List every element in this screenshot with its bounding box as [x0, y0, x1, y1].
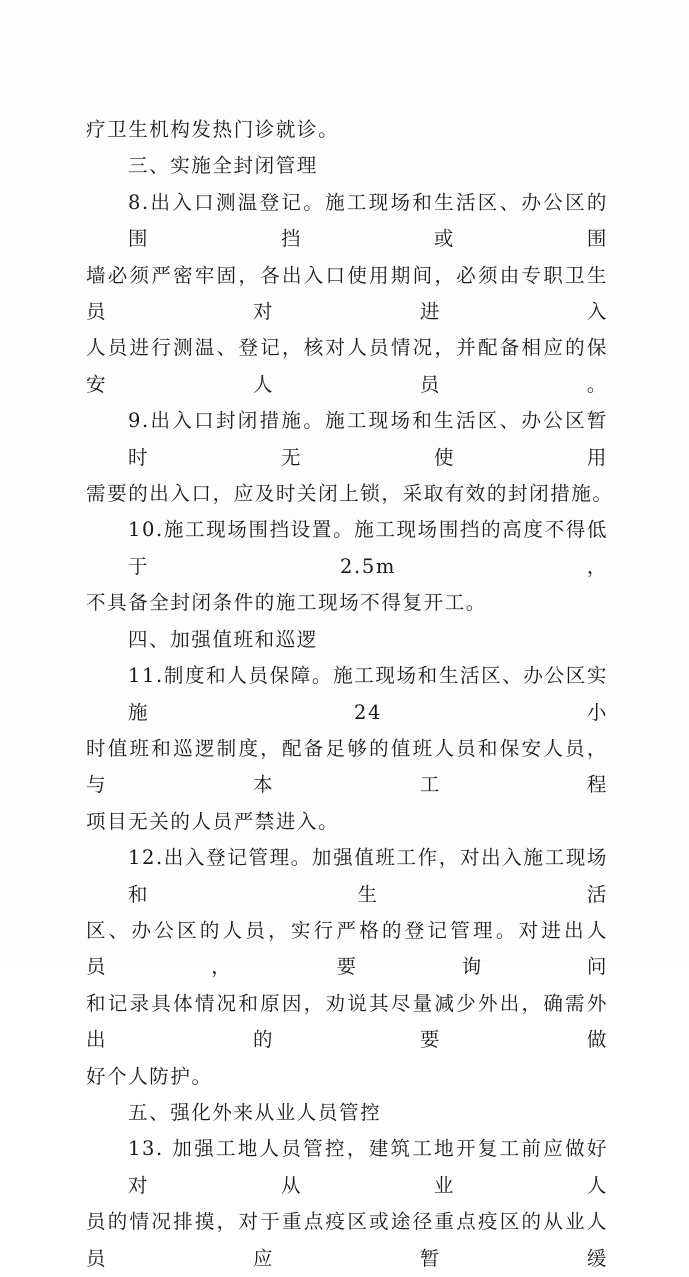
item-10-line-2: 不具备全封闭条件的施工现场不得复开工。	[86, 591, 487, 615]
item-13-line-1: 13. 加强工地人员管控，建筑工地开复工前应做好对从业人	[128, 1137, 608, 1197]
item-12-line-4: 好个人防护。	[86, 1064, 213, 1088]
item-8-line-2: 墙必须严密牢固，各出入口使用期间，必须由专职卫生员对进入	[86, 263, 608, 324]
section-heading-five: 五、强化外来从业人员管控	[128, 1100, 382, 1124]
section-heading-four: 四、加强值班和巡逻	[128, 627, 318, 651]
item-13-line-2: 员的情况排摸，对于重点疫区或途径重点疫区的从业人员应暂缓	[86, 1210, 608, 1270]
item-8-line-1: 8.出入口测温登记。施工现场和生活区、办公区的围挡或围	[128, 190, 608, 251]
paragraph-continuation-line: 疗卫生机构发热门诊就诊。	[86, 118, 340, 141]
item-11-line-1: 11.制度和人员保障。施工现场和生活区、办公区实施24小	[128, 664, 608, 724]
item-9-line-2: 需要的出入口，应及时关闭上锁，采取有效的封闭措施。	[86, 482, 614, 506]
item-10-line-1: 10.施工现场围挡设置。施工现场围挡的高度不得低于2.5m，	[128, 518, 608, 578]
item-12-line-1: 12.出入登记管理。加强值班工作，对出入施工现场和生活	[128, 846, 608, 906]
document-body	[86, 112, 614, 1277]
section-heading-three: 三、实施全封闭管理	[128, 154, 318, 178]
item-11-line-2: 时值班和巡逻制度，配备足够的值班人员和保安人员，与本工程	[86, 736, 608, 797]
item-12-line-3: 和记录具体情况和原因，劝说其尽量减少外出，确需外出的要做	[86, 991, 608, 1052]
item-8-line-3: 人员进行测温、登记，核对人员情况，并配备相应的保安人员。	[86, 336, 608, 396]
item-12-line-2: 区、办公区的人员，实行严格的登记管理。对进出人员，要询问	[86, 918, 608, 979]
item-11-line-3: 项目无关的人员严禁进入。	[86, 809, 340, 833]
item-9-line-1: 9.出入口封闭措施。施工现场和生活区、办公区暂时无使用	[128, 409, 608, 469]
